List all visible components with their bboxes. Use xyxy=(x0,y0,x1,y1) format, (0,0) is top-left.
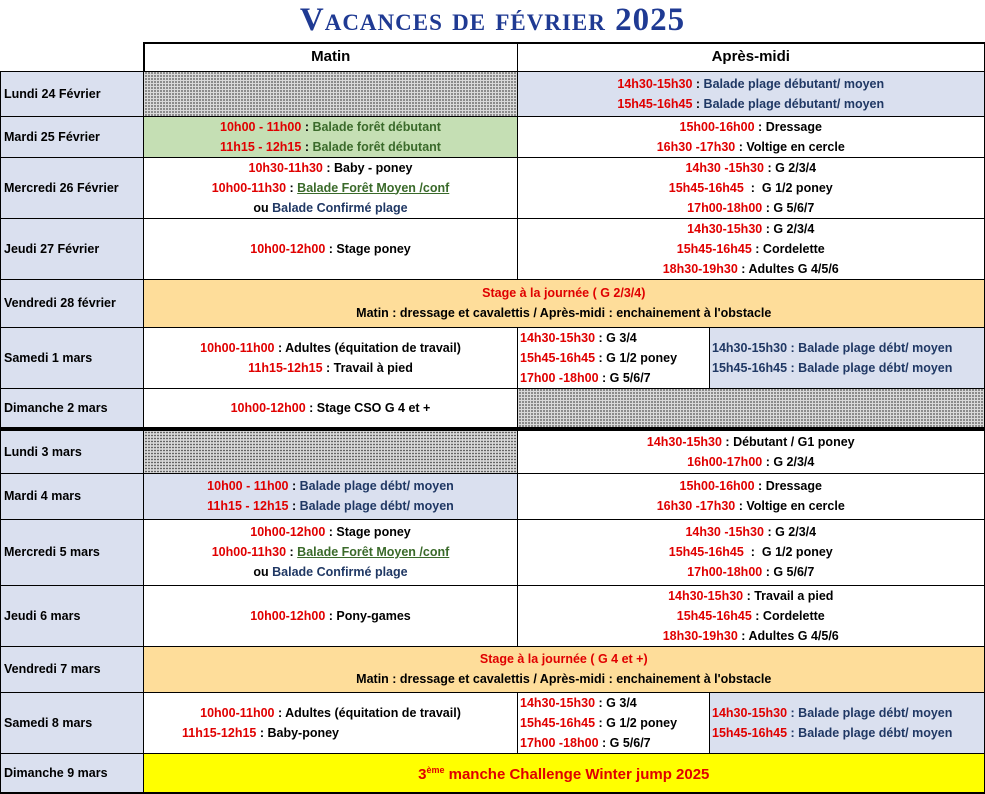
activity-line: 17h00 -18h00 : G 5/6/7 xyxy=(520,735,651,750)
activity-line: 14h30-15h30 : G 3/4 xyxy=(520,695,637,710)
day-label: Lundi 3 mars xyxy=(1,429,144,473)
activity-line: 14h30-15h30 : Balade plage débt/ moyen xyxy=(712,340,953,355)
activity-line: 10h00 - 11h00 : Balade forêt débutant xyxy=(220,119,441,134)
morning-cell xyxy=(144,327,518,388)
activity-line: 16h30 -17h30 : Voltige en cercle xyxy=(656,139,845,154)
challenge-text: 3ème manche Challenge Winter jump 2025 xyxy=(418,765,710,784)
activity-line: 17h00-18h00 : G 5/6/7 xyxy=(687,565,815,579)
table-row xyxy=(1,279,985,327)
day-label: Mercredi 26 Février xyxy=(1,157,144,218)
activity-line: 10h00-11h00 : Adultes (équitation de travail) xyxy=(200,340,461,355)
activity-line: 10h00-11h00 : Adultes (équitation de travail) xyxy=(200,705,461,720)
activity-line: 11h15 - 12h15 : Balade forêt débutant xyxy=(220,139,441,154)
activity-line: 14h30-15h30 : Balade plage débutant/ moyen xyxy=(617,76,885,91)
table-row xyxy=(1,429,985,473)
morning-cell xyxy=(144,473,518,519)
day-label: Dimanche 2 mars xyxy=(1,388,144,429)
morning-cell xyxy=(144,519,518,585)
activity-line: 10h00-11h30 : Balade Forêt Moyen /conf xyxy=(211,545,450,559)
morning-cell xyxy=(144,585,518,646)
day-label: Vendredi 28 février xyxy=(1,279,144,327)
day-label: Samedi 1 mars xyxy=(1,327,144,388)
header-row xyxy=(1,43,985,71)
activity-line: 10h00-11h30 : Balade Forêt Moyen /conf xyxy=(211,180,450,195)
afternoon-cell xyxy=(518,157,985,218)
day-label: Jeudi 6 mars xyxy=(1,585,144,646)
day-label: Mercredi 5 mars xyxy=(1,519,144,585)
activity-line: 14h30 -15h30 : G 2/3/4 xyxy=(685,160,817,175)
page-title: Vacances de février 2025 xyxy=(299,2,686,38)
full-day-cell xyxy=(144,646,985,692)
morning-cell xyxy=(144,218,518,279)
afternoon-cell xyxy=(518,519,985,585)
activity-line: 18h30-19h30 : Adultes G 4/5/6 xyxy=(662,628,839,643)
afternoon-cell-right xyxy=(710,692,985,753)
table-row xyxy=(1,519,985,585)
activity-line: 10h30-11h30 : Baby - poney xyxy=(248,160,413,175)
morning-cell xyxy=(144,116,518,157)
stage-title: Stage à la journée ( G 4 et +) xyxy=(479,652,648,666)
header-apres-midi: Après-midi xyxy=(518,43,985,71)
activity-line: 15h45-16h45 : Balade plage débt/ moyen xyxy=(712,360,953,375)
activity-line: 14h30-15h30 : Travail a pied xyxy=(668,588,834,603)
day-label: Jeudi 27 Février xyxy=(1,218,144,279)
afternoon-cell xyxy=(518,429,985,473)
header-blank xyxy=(1,43,144,71)
activity-line: 14h30-15h30 : Débutant / G1 poney xyxy=(646,434,855,449)
activity-line: 14h30-15h30 : Balade plage débt/ moyen xyxy=(712,705,953,720)
activity-line: 17h00 -18h00 : G 5/6/7 xyxy=(520,370,651,385)
empty-slot xyxy=(518,388,985,429)
stage-description: Matin : dressage et cavalettis / Après-midi : enchainement à l'obstacle xyxy=(356,672,772,686)
activity-line: 15h45-16h45 : Balade plage débutant/ moyen xyxy=(617,96,885,111)
table-row xyxy=(1,646,985,692)
day-label: Mardi 4 mars xyxy=(1,473,144,519)
empty-slot xyxy=(144,429,518,473)
activity-line: 16h00-17h00 : G 2/3/4 xyxy=(687,454,815,469)
afternoon-cell xyxy=(518,71,985,116)
activity-line: ou Balade Confirmé plage xyxy=(253,200,408,215)
activity-line: 10h00 - 11h00 : Balade plage débt/ moyen xyxy=(207,479,454,493)
table-row xyxy=(1,692,985,753)
table-row xyxy=(1,753,985,793)
empty-slot xyxy=(144,71,518,116)
morning-cell xyxy=(144,157,518,218)
day-label: Mardi 25 Février xyxy=(1,116,144,157)
stage-description: Matin : dressage et cavalettis / Après-midi : enchainement à l'obstacle xyxy=(356,306,772,320)
day-label: Vendredi 7 mars xyxy=(1,646,144,692)
activity-line: 14h30-15h30 : G 2/3/4 xyxy=(687,221,815,236)
afternoon-cell-right xyxy=(710,327,985,388)
activity-line: 10h00-12h00 : Stage poney xyxy=(250,241,411,256)
table-row xyxy=(1,585,985,646)
schedule-table xyxy=(0,42,985,794)
activity-line: 15h45-16h45 : Balade plage débt/ moyen xyxy=(712,725,953,740)
day-label: Samedi 8 mars xyxy=(1,692,144,753)
activity-line: 11h15-12h15 : Travail à pied xyxy=(248,360,413,375)
table-row xyxy=(1,71,985,116)
afternoon-cell-left xyxy=(518,327,710,388)
activity-line: 14h30-15h30 : G 3/4 xyxy=(520,330,637,345)
activity-line: 10h00-12h00 : Stage poney xyxy=(250,525,411,539)
activity-line: 17h00-18h00 : G 5/6/7 xyxy=(687,200,815,215)
activity-line: 10h00-12h00 : Stage CSO G 4 et + xyxy=(230,400,431,415)
full-day-cell xyxy=(144,279,985,327)
activity-line: 10h00-12h00 : Pony-games xyxy=(250,608,411,623)
table-row xyxy=(1,116,985,157)
activity-line: 16h30 -17h30 : Voltige en cercle xyxy=(656,499,845,513)
afternoon-cell xyxy=(518,218,985,279)
table-row xyxy=(1,473,985,519)
day-label: Dimanche 9 mars xyxy=(1,753,144,793)
activity-line: 15h45-16h45 : G 1/2 poney xyxy=(668,545,833,559)
activity-line: 15h00-16h00 : Dressage xyxy=(679,479,822,493)
afternoon-cell xyxy=(518,585,985,646)
afternoon-cell xyxy=(518,473,985,519)
morning-cell xyxy=(144,388,518,429)
activity-line: 14h30 -15h30 : G 2/3/4 xyxy=(685,525,817,539)
activity-line: 11h15 - 12h15 : Balade plage débt/ moyen xyxy=(207,499,454,513)
activity-line: ou Balade Confirmé plage xyxy=(253,565,408,579)
activity-line: 15h45-16h45 : G 1/2 poney xyxy=(520,715,678,730)
stage-title: Stage à la journée ( G 2/3/4) xyxy=(482,286,646,300)
table-row xyxy=(1,218,985,279)
header-matin: Matin xyxy=(144,43,518,71)
activity-line: 15h45-16h45 : Cordelette xyxy=(676,608,825,623)
activity-line: 15h00-16h00 : Dressage xyxy=(679,119,822,134)
morning-cell xyxy=(144,692,518,753)
afternoon-cell xyxy=(518,116,985,157)
table-row xyxy=(1,388,985,429)
table-row xyxy=(1,327,985,388)
afternoon-cell-left xyxy=(518,692,710,753)
activity-line: 15h45-16h45 : G 1/2 poney xyxy=(668,180,833,195)
challenge-cell xyxy=(144,753,985,793)
activity-line: 11h15-12h15 : Baby-poney xyxy=(182,725,340,740)
activity-line: 15h45-16h45 : G 1/2 poney xyxy=(520,350,678,365)
activity-line: 18h30-19h30 : Adultes G 4/5/6 xyxy=(662,261,839,276)
table-row xyxy=(1,157,985,218)
activity-line: 15h45-16h45 : Cordelette xyxy=(676,241,825,256)
day-label: Lundi 24 Février xyxy=(1,71,144,116)
